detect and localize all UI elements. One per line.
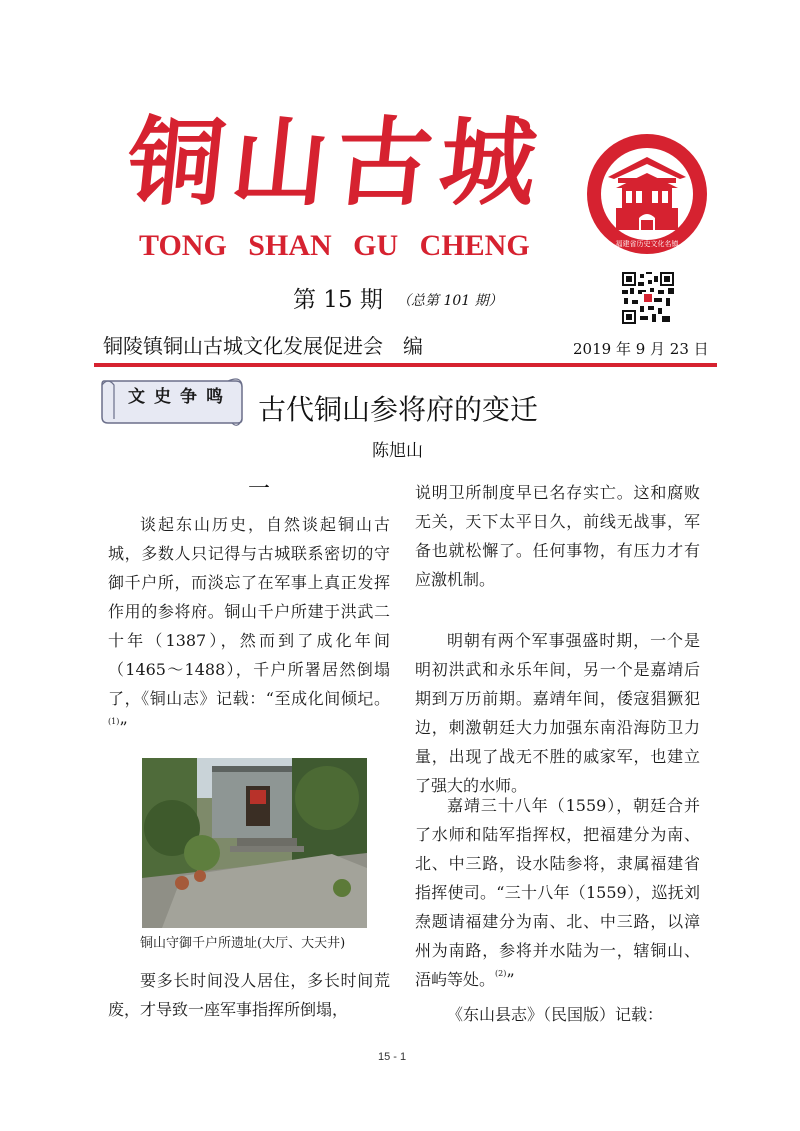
publisher-line: 铜陵镇铜山古城文化发展促进会 编 xyxy=(103,334,423,358)
right-paragraph-2: 明朝有两个军事强盛时期，一个是明初洪武和永乐年间，另一个是嘉靖后期到万历前期。嘉靖年间，倭寇猖獗犯边，刺激朝廷大力加强东南沿海防卫力量，出现了战无不胜的戚家军，也建立了强大的水师。 xyxy=(415,631,700,795)
issue-number: 第 15 期 xyxy=(293,287,383,313)
right-paragraph-4: 《东山县志》（民国版）记载： xyxy=(447,1005,664,1024)
masthead-pinyin: TONG SHAN GU CHENG xyxy=(139,229,530,262)
article-title: 古代铜山参将府的变迁 xyxy=(258,393,539,426)
right-paragraph-3: 嘉靖三十八年（1559），朝廷合并了水师和陆军指挥权，把福建分为南、北、中三路，设水陆参将，隶属福建省指挥使司。“三十八年（1559），巡抚刘焘题请福建分为南、北、中三路，以漳州为南路，参将并水陆为一，辖铜山、浯屿等处。$^{(2)}$” xyxy=(415,796,700,989)
page-number: 15 - 1 xyxy=(378,1051,407,1063)
photo-caption: 铜山守御千户所遗址(大厅、大天井) xyxy=(140,936,346,951)
issue-total: （总第 101 期） xyxy=(397,293,503,309)
footnote-ref-1: (1) xyxy=(108,717,120,726)
header-divider xyxy=(94,363,717,367)
publish-date: 2019 年 9 月 23 日 xyxy=(573,340,709,358)
historic-town-emblem-icon xyxy=(586,133,708,255)
left-paragraph-1: 谈起东山历史，自然谈起铜山古城，多数人只记得与古城联系密切的守御千户所，而淡忘了在军事上真正发挥作用的参将府。铜山千户所建于洪武二十年（1387），然而到了成化年间（1465～1488），千户所署居然倒塌了，《铜山志》记载：“至成化间倾圮。$^{(1)}$” xyxy=(108,515,390,737)
right-paragraph-1: 说明卫所制度早已名存实亡。这和腐败无关，天下太平日久，前线无战事，军备也就松懈了。任何事物，有压力才有应激机制。 xyxy=(415,483,700,589)
qr-code-icon[interactable] xyxy=(622,272,674,324)
section-tag-label: 文史争鸣 xyxy=(128,387,232,407)
section-number: 一 xyxy=(248,477,271,502)
footnote-ref-2: (2) xyxy=(495,969,507,978)
courtyard-photo xyxy=(142,758,367,928)
left-paragraph-2: 要多长时间没人居住，多长时间荒废，才导致一座军事指挥所倒塌， xyxy=(108,971,390,1019)
article-author: 陈旭山 xyxy=(372,441,423,461)
emblem-text: 福建省历史文化名镇 xyxy=(615,240,679,248)
masthead-title: 铜山古城 xyxy=(122,106,550,219)
